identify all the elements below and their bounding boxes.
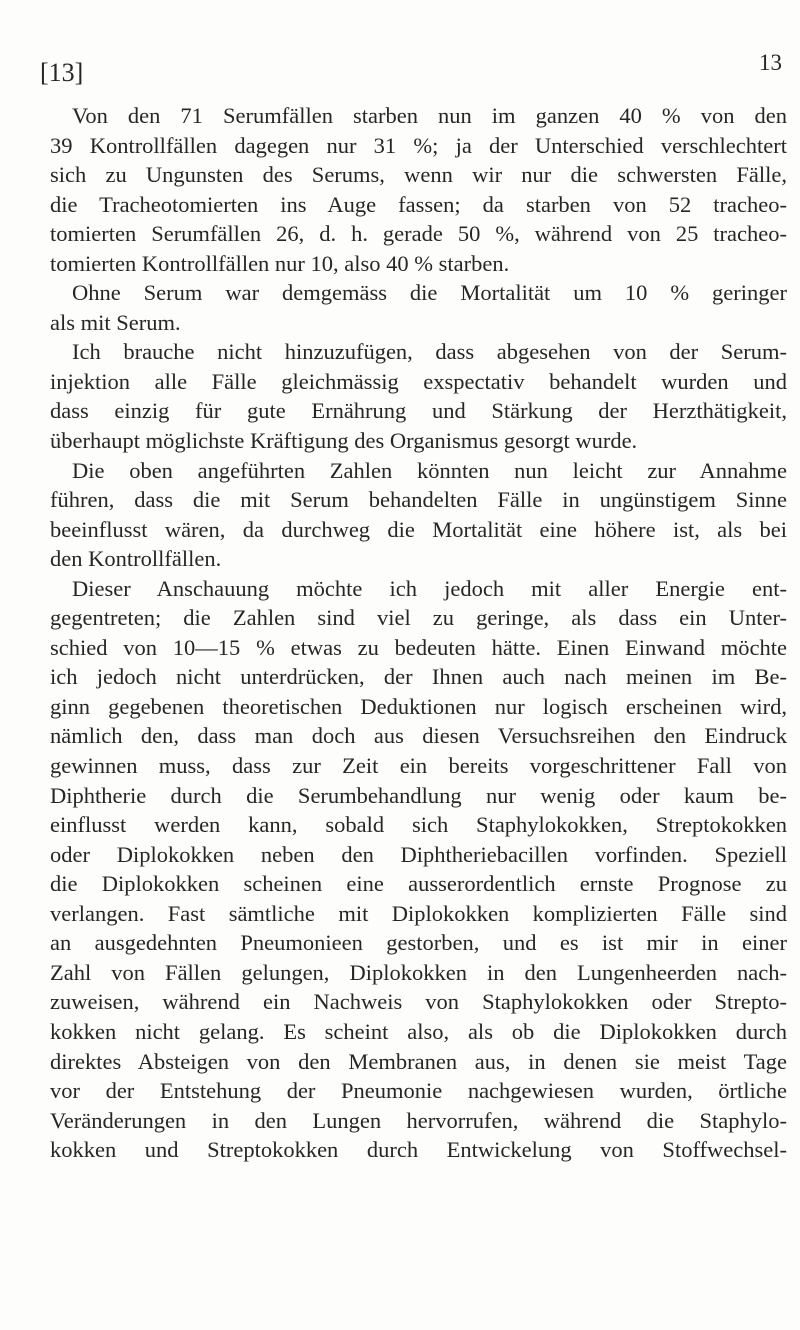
text-line: Veränderungen in den Lungen hervorrufen, während die Staphylo- xyxy=(50,1107,787,1133)
text-line: als mit Serum. xyxy=(50,309,181,335)
text-line: dass einzig für gute Ernährung und Stärkung der Herzthätigkeit, xyxy=(50,398,787,424)
text-line: tomierten Serumfällen 26, d. h. gerade 50 %, während von 25 tracheo- xyxy=(50,221,787,247)
text-line: nämlich den, dass man doch aus diesen Versuchsreihen den Eindruck xyxy=(50,723,787,749)
text-line: Dieser Anschauung möchte ich jedoch mit aller Energie ent- xyxy=(72,575,787,601)
text-line: Zahl von Fällen gelungen, Diplokokken in den Lungenheerden nach- xyxy=(50,959,787,985)
text-line: Ohne Serum war demgemäss die Mortalität um 10 % geringer xyxy=(72,280,787,306)
page-header xyxy=(40,50,782,92)
text-line: Diphtherie durch die Serumbehandlung nur wenig oder kaum be- xyxy=(50,782,787,808)
text-line: Die oben angeführten Zahlen könnten nun leicht zur Annahme xyxy=(72,457,787,483)
text-line: oder Diplokokken neben den Diphtheriebacillen vorfinden. Speziell xyxy=(50,841,787,867)
page-number: 13 xyxy=(759,50,782,75)
text-line: die Diplokokken scheinen eine ausserordentlich ernste Prognose zu xyxy=(50,871,787,897)
text-line: beeinflusst wären, da durchweg die Mortalität eine höhere ist, als bei xyxy=(50,516,787,542)
section-number: [13] xyxy=(40,58,84,87)
text-line: injektion alle Fälle gleichmässig exspectativ behandelt wurden und xyxy=(50,368,787,394)
text-line: zuweisen, während ein Nachweis von Staphylokokken oder Strepto- xyxy=(50,989,787,1015)
text-line: überhaupt möglichste Kräftigung des Organismus gesorgt wurde. xyxy=(50,428,638,454)
text-line: schied von 10—15 % etwas zu bedeuten hätte. Einen Einwand möchte xyxy=(50,634,787,660)
text-line: Ich brauche nicht hinzuzufügen, dass abgesehen von der Serum- xyxy=(72,339,787,365)
text-line: vor der Entstehung der Pneumonie nachgewiesen wurden, örtliche xyxy=(50,1078,787,1104)
text-line: kokken nicht gelang. Es scheint also, als ob die Diplokokken durch xyxy=(50,1018,787,1044)
text-line: direktes Absteigen von den Membranen aus, in denen sie meist Tage xyxy=(50,1048,787,1074)
text-line: an ausgedehnten Pneumonieen gestorben, und es ist mir in einer xyxy=(50,930,787,956)
text-line: führen, dass die mit Serum behandelten Fälle in ungünstigem Sinne xyxy=(50,487,787,513)
text-line: gewinnen muss, dass zur Zeit ein bereits vorgeschrittener Fall von xyxy=(50,753,787,779)
text-line: 39 Kontrollfällen dagegen nur 31 %; ja der Unterschied verschlechtert xyxy=(50,132,787,158)
text-line: ich jedoch nicht unterdrücken, der Ihnen auch nach meinen im Be- xyxy=(50,664,787,690)
text-line: den Kontrollfällen. xyxy=(50,546,222,572)
text-line: verlangen. Fast sämtliche mit Diplokokken komplizierten Fälle sind xyxy=(50,900,787,926)
text-line: tomierten Kontrollfällen nur 10, also 40 % starben. xyxy=(50,250,510,276)
text-line: gegentreten; die Zahlen sind viel zu geringe, als dass ein Unter- xyxy=(50,605,787,631)
text-line: die Tracheotomierten ins Auge fassen; da starben von 52 tracheo- xyxy=(50,191,787,217)
text-line: ginn gegebenen theoretischen Deduktionen nur logisch erscheinen wird, xyxy=(50,693,787,719)
text-line: kokken und Streptokokken durch Entwickelung von Stoffwechsel- xyxy=(50,1137,787,1163)
text-line: einflusst werden kann, sobald sich Staphylokokken, Streptokokken xyxy=(50,812,787,838)
text-line: Von den 71 Serumfällen starben nun im ganzen 40 % von den xyxy=(72,103,787,128)
body-text xyxy=(50,101,787,1165)
text-line: sich zu Ungunsten des Serums, wenn wir nur die schwersten Fälle, xyxy=(50,162,787,188)
